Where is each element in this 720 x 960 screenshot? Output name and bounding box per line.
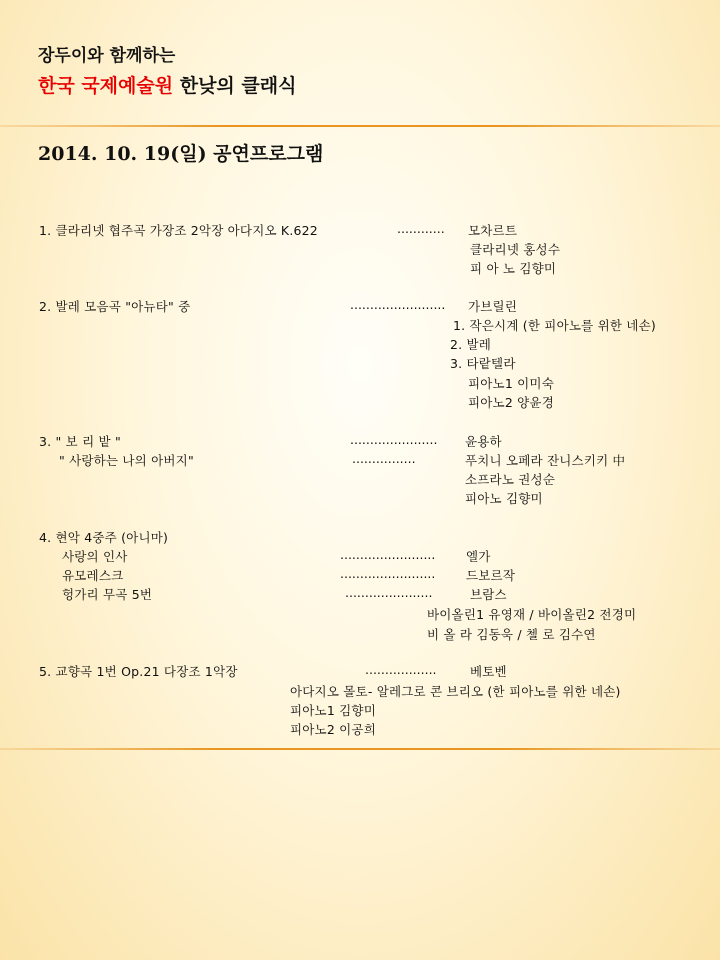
program-item-5-leader: .................. xyxy=(365,662,437,677)
program-item-1-performer-2: 피 아 노 김향미 xyxy=(470,261,557,276)
program-item-2-movement-2: 2. 발레 xyxy=(450,337,492,352)
event-title-organization: 한국 국제예술원 xyxy=(38,75,174,97)
program-item-4-piece-2: 유모레스크 xyxy=(62,568,124,583)
program-item-5-title: 5. 교향곡 1번 Op.21 다장조 1악장 xyxy=(39,664,238,679)
top-divider-line xyxy=(0,125,720,127)
program-item-4-piece-3: 헝가리 무곡 5번 xyxy=(62,587,153,602)
program-item-2-performer-2: 피아노2 양윤경 xyxy=(468,395,554,410)
program-item-3-title: 3. " 보 리 밭 " xyxy=(39,434,121,449)
program-date-heading: 2014. 10. 19(일) 공연프로그램 xyxy=(38,143,324,165)
program-item-5-movement: 아다지오 몰토- 알레그로 콘 브리오 (한 피아노를 위한 네손) xyxy=(290,684,621,699)
program-item-3-performer-2: 피아노 김향미 xyxy=(465,491,543,506)
program-item-4-piece-1: 사랑의 인사 xyxy=(62,549,128,564)
program-item-4-composer-1: 엘가 xyxy=(466,549,491,564)
event-title-name: 한낮의 클래식 xyxy=(179,75,297,97)
program-item-4-title: 4. 현악 4중주 (아니마) xyxy=(39,530,169,545)
program-item-3-composer-1: 윤용하 xyxy=(465,434,502,449)
program-item-3-leader-1: ...................... xyxy=(350,432,438,447)
program-item-2-performer-1: 피아노1 이미숙 xyxy=(468,376,554,391)
program-item-5-performer-2: 피아노2 이공희 xyxy=(290,722,376,737)
program-item-2-leader: ........................ xyxy=(350,297,446,312)
program-item-1-title: 1. 클라리넷 협주곡 가장조 2악장 아다지오 K.622 xyxy=(39,223,318,238)
program-item-2-title: 2. 발레 모음곡 "아뉴타" 중 xyxy=(39,299,191,314)
program-item-3-performer-1: 소프라노 권성순 xyxy=(465,472,556,487)
program-item-4-performers-2: 비 올 라 김동욱 / 첼 로 김수연 xyxy=(427,627,596,642)
program-item-4-performers-1: 바이올린1 유영재 / 바이올린2 전경미 xyxy=(427,607,637,622)
program-item-1-leader: ............ xyxy=(397,221,445,236)
program-item-1-performer-1: 클라리넷 홍성수 xyxy=(470,242,561,257)
program-item-3-leader-2: ................ xyxy=(352,451,416,466)
program-item-2-movement-3: 3. 타랕텔라 xyxy=(450,356,516,371)
program-item-2-composer: 가브릴린 xyxy=(468,299,518,314)
program-item-4-leader-1: ........................ xyxy=(340,547,436,562)
program-item-2-movement-1: 1. 작은시계 (한 피아노를 위한 네손) xyxy=(453,318,656,333)
program-item-4-leader-3: ...................... xyxy=(345,585,433,600)
program-item-4-leader-2: ........................ xyxy=(340,566,436,581)
program-item-3-title-2: " 사랑하는 나의 아버지" xyxy=(59,453,194,468)
program-item-5-composer: 베토벤 xyxy=(470,664,507,679)
event-title xyxy=(38,71,296,98)
program-item-4-composer-3: 브람스 xyxy=(470,587,507,602)
program-item-5-performer-1: 피아노1 김향미 xyxy=(290,703,376,718)
program-item-3-composer-2: 푸치니 오페라 잔니스키키 中 xyxy=(465,453,626,468)
program-item-1-composer: 모차르트 xyxy=(468,223,518,238)
program-item-4-composer-2: 드보르작 xyxy=(466,568,516,583)
event-subtitle: 장두이와 함께하는 xyxy=(38,46,176,66)
bottom-divider-line xyxy=(0,748,720,750)
